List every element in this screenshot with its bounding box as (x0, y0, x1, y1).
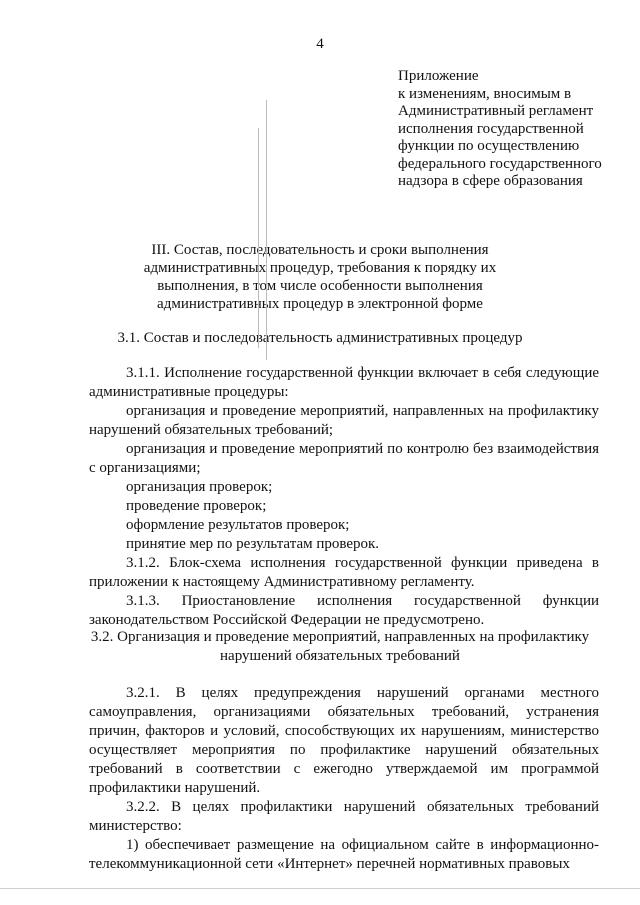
paragraph: 3.1.3. Приостановление исполнения государственной функции законодательством Российской Федерации не предусмотрено. (89, 593, 599, 628)
list-item: организация проверок; (126, 479, 273, 495)
list-item: оформление результатов проверок; (126, 517, 350, 533)
paragraph: 1) обеспечивает размещение на официальном сайте в информационно-телекоммуникационной сети «Интернет» перечней нормативных правовых (89, 837, 599, 872)
appendix-line: Административный регламент (398, 103, 594, 119)
section-3-2-body (89, 684, 599, 874)
title-line: выполнения, в том числе особенности выполнения (157, 278, 483, 294)
subsection-3-2-heading (80, 628, 600, 666)
paragraph: 3.1.2. Блок-схема исполнения государственной функции приведена в приложении к настоящему Административному регламенту. (89, 555, 599, 590)
heading-line: нарушений обязательных требований (220, 648, 460, 664)
title-line: административных процедур в электронной форме (157, 296, 483, 312)
list-item: принятие мер по результатам проверок. (126, 536, 380, 552)
appendix-line: исполнения государственной (398, 120, 584, 137)
scan-artifact-line (258, 128, 259, 348)
title-line: административных процедур, требования к порядку их (143, 260, 497, 276)
paragraph: 3.2.1. В целях предупреждения нарушений органами местного самоуправления, организациями обязательных требований, устранения причин, факторов и условий, способствующих их нарушениям, министерство осуществляет мероприятия по профилактике нарушений обязательных требований в соответствии с ежегодно утверждаемой им программой профилактики нарушений. (89, 685, 599, 796)
scan-bottom-edge (0, 888, 640, 889)
scan-artifact-line (266, 100, 267, 360)
appendix-note (398, 68, 602, 191)
appendix-line: надзора в сфере образования (398, 173, 583, 189)
paragraph: 3.2.2. В целях профилактики нарушений обязательных требований министерство: (89, 799, 599, 834)
appendix-line: функции по осуществлению (398, 138, 580, 154)
section-3-1-body (89, 364, 599, 630)
appendix-line: федерального государственного (398, 155, 602, 172)
subsection-3-1-heading: 3.1. Состав и последовательность административных процедур (117, 330, 523, 346)
heading-line: 3.2. Организация и проведение мероприятий, направленных на профилактику (90, 629, 590, 645)
section-3-title (60, 241, 580, 313)
title-line: III. Состав, последовательность и сроки выполнения (151, 242, 489, 258)
page-number: 4 (316, 36, 324, 52)
appendix-line: к изменениям, вносимым в (398, 85, 572, 102)
paragraph: 3.1.1. Исполнение государственной функции включает в себя следующие административные процедуры: (89, 365, 599, 400)
paragraph: организация и проведение мероприятий по контролю без взаимодействия с организациями; (89, 441, 599, 476)
list-item: проведение проверок; (126, 498, 267, 514)
paragraph: организация и проведение мероприятий, направленных на профилактику нарушений обязательных требований; (89, 403, 599, 438)
appendix-line: Приложение (398, 68, 479, 84)
